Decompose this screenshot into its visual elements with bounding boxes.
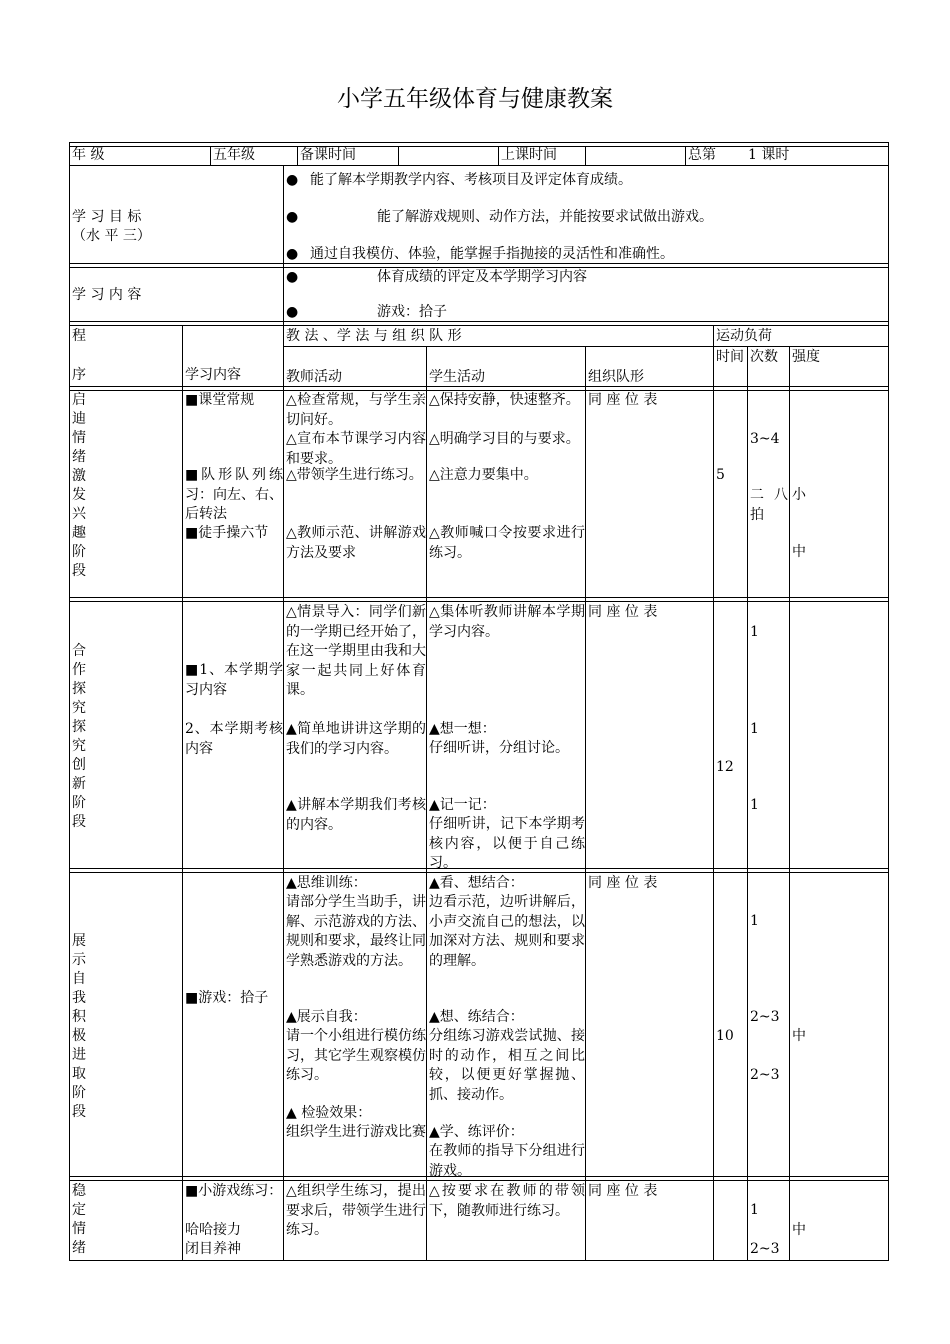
content-bullet-icon: ● (286, 304, 299, 320)
formation-value: 同 座 位 表 (588, 392, 658, 408)
student-activity: △保持安静，快速整齐。 (429, 392, 580, 408)
student-activity: 仔细听讲，记下本学期考核内容，以便于自己练习。 (429, 816, 585, 871)
count-head: 次数 (750, 349, 778, 365)
learn-content-item: 哈哈接力 (185, 1222, 241, 1238)
teacher-activity: △教师示范、讲解游戏方法及要求 (286, 525, 426, 561)
goal-bullet-icon: ● (286, 209, 299, 225)
proc-head-bottom: 序 (72, 367, 86, 383)
content-label: 学 习 内 容 (72, 287, 142, 303)
intensity-value: 中 (792, 544, 806, 560)
count-value: 1 (750, 797, 759, 813)
page-title: 小学五年级体育与健康教案 (337, 86, 613, 112)
student-activity: 在教师的指导下分组进行游戏。 (429, 1143, 585, 1179)
goal-item: 通过自我模仿、体验，能掌握手指抛接的灵活性和准确性。 (310, 246, 674, 262)
content-item: 体育成绩的评定及本学期学习内容 (377, 269, 587, 285)
teacher-activity: △宣布本节课学习内容和要求。 (286, 431, 426, 467)
count-value: 3~4 (750, 431, 780, 447)
student-activity: 分组练习游戏尝试抛、接时的动作，相互之间比较，以便更好掌握抛、抓、接动作。 (429, 1028, 585, 1103)
grade-value: 五年级 (213, 147, 255, 163)
intensity-value: 小 (792, 487, 806, 503)
learn-content-head: 学习内容 (185, 367, 241, 383)
count-value: 1 (750, 721, 759, 737)
student-activity: ▲想一想： (429, 721, 496, 737)
goal-item: 能了解游戏规则、动作方法，并能按要求试做出游戏。 (377, 209, 713, 225)
goals-label: 学 习 目 标 (72, 209, 142, 225)
formation-value: 同 座 位 表 (588, 1183, 658, 1199)
learn-content-item: ■徒手操六节 (185, 525, 269, 541)
student-activity: ▲记一记： (429, 797, 496, 813)
student-activity: ▲想、练结合： (429, 1009, 524, 1025)
count-value: 2~3 (750, 1009, 780, 1025)
count-value: 二 八拍 (750, 487, 788, 523)
content-item: 游戏：拾子 (377, 304, 447, 320)
stage-label: 合作探究探究创新阶段 (72, 643, 86, 830)
count-value: 2~3 (750, 1241, 780, 1257)
intensity-head: 强度 (792, 349, 820, 365)
prep-time-label: 备课时间 (300, 147, 356, 163)
goal-bullet-icon: ● (286, 172, 299, 188)
learn-content-item: 2、本学期考核内容 (185, 721, 283, 757)
student-activity: 仔细听讲，分组讨论。 (429, 740, 569, 756)
formation-value: 同 座 位 表 (588, 875, 658, 891)
goal-item: 能了解本学期教学内容、考核项目及评定体育成绩。 (310, 172, 632, 188)
learn-content-item: ■1、本学期学习内容 (185, 662, 283, 698)
time-head: 时间 (716, 349, 744, 365)
total-label: 总第 (688, 147, 716, 163)
teacher-activity: △组织学生练习，提出要求后，带领学生进行练习。 (286, 1183, 426, 1238)
stage-label: 稳定情绪 (72, 1183, 86, 1256)
stage-label: 启迪情绪激发兴趣阶段 (72, 392, 86, 579)
proc-head-top: 程 (72, 328, 86, 344)
methods-head: 教 法 、学 法 与 组 织 队 形 (286, 328, 462, 344)
teacher-activity: 请一个小组进行模仿练习，其它学生观察模仿练习。 (286, 1028, 426, 1083)
learn-content-item: ■队形队列练习：向左、右、后转法 (185, 467, 283, 522)
learn-content-item: ■小游戏练习： (185, 1183, 283, 1199)
teacher-activity: ▲讲解本学期我们考核的内容。 (286, 797, 426, 833)
teacher-activity: ▲简单地讲讲这学期的我们的学习内容。 (286, 721, 426, 757)
teacher-head: 教师活动 (286, 369, 342, 385)
learn-content-item: 闭目养神 (185, 1241, 241, 1257)
student-activity: △注意力要集中。 (429, 467, 538, 483)
goals-sublabel: （水 平 三） (72, 228, 151, 244)
teacher-activity: △带领学生进行练习。 (286, 467, 423, 483)
count-value: 1 (750, 1202, 759, 1218)
student-activity: ▲学、练评价： (429, 1124, 524, 1140)
teacher-activity: 组织学生进行游戏比赛 (286, 1124, 426, 1140)
student-activity: △教师喊口令按要求进行练习。 (429, 525, 585, 561)
class-time-label: 上课时间 (501, 147, 557, 163)
teacher-activity: △检查常规，与学生亲切问好。 (286, 392, 426, 428)
student-head: 学生活动 (429, 369, 485, 385)
stage-label: 展示自我积极进取阶段 (72, 933, 86, 1120)
intensity-value: 中 (792, 1028, 806, 1044)
count-value: 1 (750, 624, 759, 640)
student-activity: △集体听教师讲解本学期学习内容。 (429, 604, 585, 640)
time-value: 5 (716, 467, 725, 483)
student-activity: ▲看、想结合： (429, 875, 524, 891)
total-value: 1 课时 (748, 147, 790, 163)
student-activity: △按要求在教师的带领下，随教师进行练习。 (429, 1183, 585, 1219)
student-activity: △明确学习目的与要求。 (429, 431, 580, 447)
learn-content-item: ■课堂常规 (185, 392, 255, 408)
load-head: 运动负荷 (716, 328, 772, 344)
teacher-activity: ▲思维训练： (286, 875, 367, 891)
grade-label: 年 级 (72, 147, 105, 163)
student-activity: 边看示范，边听讲解后，小声交流自己的想法，以加深对方法、规则和要求的理解。 (429, 894, 585, 969)
intensity-value: 中 (792, 1222, 806, 1238)
teacher-activity: 请部分学生当助手，讲解、示范游戏的方法、规则和要求，最终让同学熟悉游戏的方法。 (286, 894, 426, 969)
content-bullet-icon: ● (286, 269, 299, 285)
learn-content-item: ■游戏：拾子 (185, 990, 269, 1006)
count-value: 2~3 (750, 1067, 780, 1083)
teacher-activity: ▲ 检验效果： (286, 1105, 372, 1121)
teacher-activity: △情景导入：同学们新的一学期已经开始了，在这一学期里由我和大家一起共同上好体育课。 (286, 604, 426, 698)
time-value: 12 (716, 759, 734, 775)
teacher-activity: ▲展示自我： (286, 1009, 367, 1025)
goal-bullet-icon: ● (286, 246, 299, 262)
formation-head: 组织队形 (588, 369, 644, 385)
time-value: 10 (716, 1028, 734, 1044)
count-value: 1 (750, 913, 759, 929)
formation-value: 同 座 位 表 (588, 604, 658, 620)
